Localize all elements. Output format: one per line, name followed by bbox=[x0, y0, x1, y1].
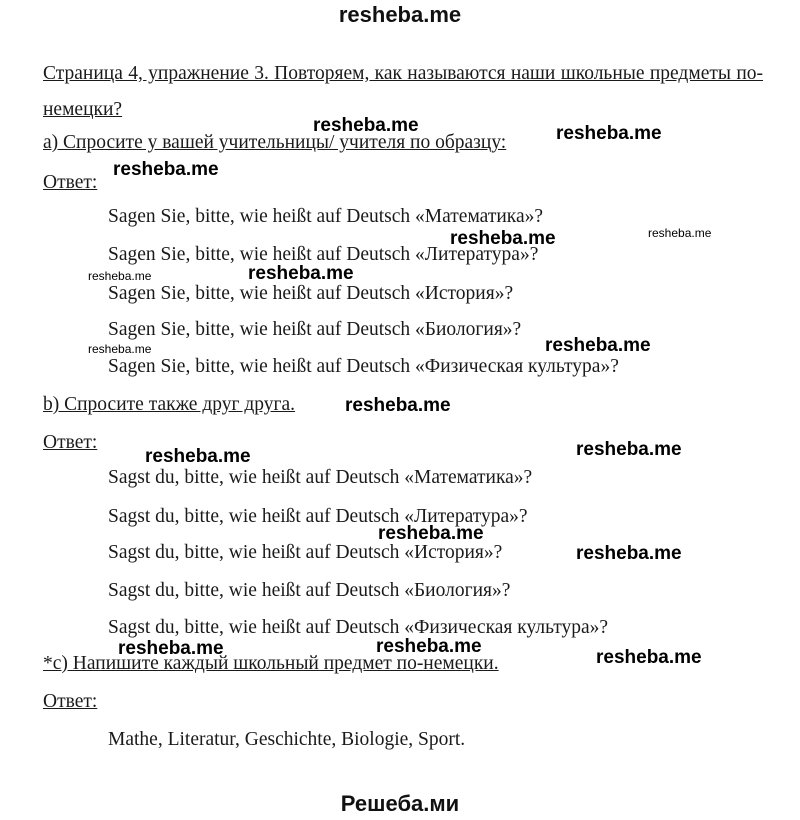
part-a-question: Sagen Sie, bitte, wie heißt auf Deutsch «Биология»? bbox=[108, 319, 522, 340]
part-b-prompt: b) Спросите также друг друга. bbox=[43, 394, 296, 415]
watermark: resheba.me bbox=[376, 636, 482, 657]
watermark: resheba.me bbox=[145, 446, 251, 467]
part-b-question: Sagst du, bitte, wie heißt auf Deutsch «Биология»? bbox=[108, 580, 511, 601]
part-a-question: Sagen Sie, bitte, wie heißt auf Deutsch «История»? bbox=[108, 283, 514, 304]
task-title: Страница 4, упражнение 3. Повторяем, как называются наши школьные предметы по-немецки? bbox=[43, 63, 763, 120]
footer-title: Решеба.ми bbox=[340, 791, 460, 816]
part-b-question: Sagst du, bitte, wie heißt auf Deutsch «История»? bbox=[108, 542, 503, 563]
watermark: resheba.me bbox=[313, 115, 419, 136]
part-c-answer-label: Ответ: bbox=[43, 691, 98, 712]
watermark: resheba.me bbox=[545, 335, 651, 356]
part-c-prompt: *с) Напишите каждый школьный предмет по-немецки. bbox=[43, 653, 499, 674]
part-a-prompt: а) Спросите у вашей учительницы/ учителя по образцу: bbox=[43, 132, 507, 153]
part-b-question: Sagst du, bitte, wie heißt auf Deutsch «Математика»? bbox=[108, 467, 533, 488]
watermark: resheba.me bbox=[248, 263, 354, 284]
watermark: resheba.me bbox=[596, 647, 702, 668]
part-a-question: Sagen Sie, bitte, wie heißt auf Deutsch «Математика»? bbox=[108, 206, 544, 227]
part-b-question: Sagst du, bitte, wie heißt auf Deutsch «Литература»? bbox=[108, 506, 528, 527]
part-a-question: Sagen Sie, bitte, wie heißt auf Deutsch «Литература»? bbox=[108, 244, 539, 265]
watermark: resheba.me bbox=[88, 342, 152, 356]
watermark: resheba.me bbox=[556, 123, 662, 144]
watermark: resheba.me bbox=[378, 523, 484, 544]
watermark: resheba.me bbox=[576, 543, 682, 564]
watermark: resheba.me bbox=[450, 228, 556, 249]
watermark: resheba.me bbox=[88, 269, 152, 283]
part-a-answer-label: Ответ: bbox=[43, 172, 98, 193]
watermark: resheba.me bbox=[648, 226, 712, 240]
watermark: resheba.me bbox=[118, 638, 224, 659]
watermark: resheba.me bbox=[345, 395, 451, 416]
part-b-answer-label: Ответ: bbox=[43, 432, 98, 453]
part-b-question: Sagst du, bitte, wie heißt auf Deutsch «Физическая культура»? bbox=[108, 617, 609, 638]
watermark: resheba.me bbox=[576, 439, 682, 460]
watermark: resheba.me bbox=[113, 159, 219, 180]
part-c-answer: Mathe, Literatur, Geschichte, Biologie, Sport. bbox=[108, 729, 466, 750]
site-title: resheba.me bbox=[338, 2, 462, 27]
part-a-question: Sagen Sie, bitte, wie heißt auf Deutsch «Физическая культура»? bbox=[108, 356, 619, 377]
